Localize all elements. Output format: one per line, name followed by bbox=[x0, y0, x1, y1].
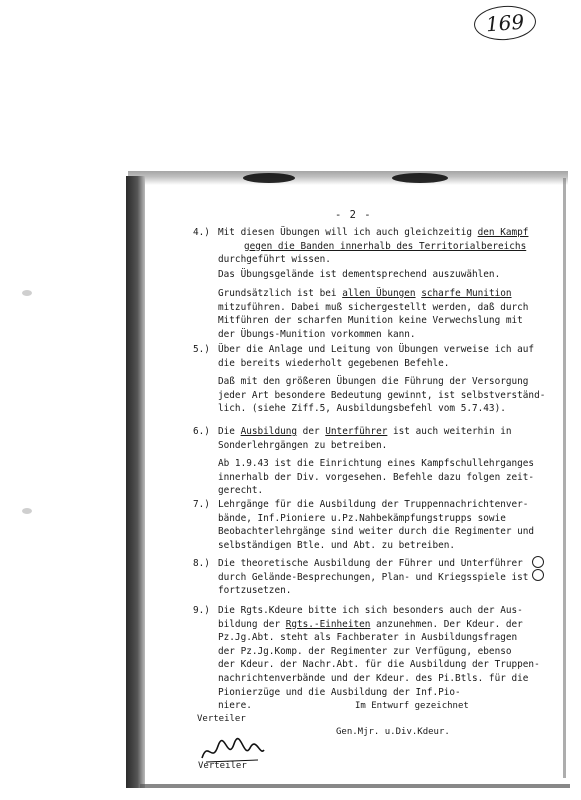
underlined-text: Rgts.-Einheiten bbox=[285, 618, 371, 630]
page-number: - 2 - bbox=[335, 209, 372, 221]
text-line bbox=[218, 485, 263, 497]
item-number: 5.) bbox=[193, 344, 210, 355]
text-run: mitzuführen. Dabei muß sichergestellt werden, daß durch bbox=[218, 301, 529, 313]
item-number: 4.) bbox=[193, 227, 210, 238]
text-line bbox=[218, 499, 528, 511]
text-run: jeder Art besondere Bedeutung gewinnt, ist selbstverständ- bbox=[218, 389, 546, 401]
text-line bbox=[218, 540, 455, 552]
text-run: Mitführen der scharfen Munition keine Verwechslung mit bbox=[218, 315, 523, 327]
text-line bbox=[218, 572, 528, 584]
scan-top-edge bbox=[128, 171, 568, 185]
punch-mark bbox=[22, 508, 32, 514]
text-line bbox=[218, 329, 416, 341]
text-run: die bereits wiederholt gegebenen Befehle. bbox=[218, 357, 450, 369]
text-run: der Kdeur. der Nachr.Abt. für die Ausbildung der Truppen- bbox=[218, 659, 540, 671]
text-line bbox=[218, 302, 528, 314]
underlined-text: Ausbildung bbox=[240, 426, 298, 437]
text-line bbox=[218, 288, 512, 300]
footer-signature: Gen.Mjr. u.Div.Kdeur. bbox=[336, 727, 450, 737]
punch-mark bbox=[22, 290, 32, 296]
text-run: niere. bbox=[218, 700, 252, 712]
text-run: Das Übungsgelände ist dementsprechend auszuwählen. bbox=[218, 269, 501, 280]
text-line bbox=[218, 254, 331, 266]
text-run: Pionierzüge und die Ausbildung der Inf.Pio- bbox=[218, 686, 461, 698]
text-run: der Übungs-Munition vorkommen kann. bbox=[218, 328, 416, 340]
text-line bbox=[218, 472, 534, 484]
scan-blot bbox=[392, 173, 448, 183]
text-run: bände, Inf.Pioniere u.Pz.Nahbekämpfungstrupps sowie bbox=[218, 512, 506, 524]
text-run: Die Rgts.Kdeure bitte ich sich besonders auch der Aus- bbox=[218, 605, 523, 616]
text-run: der Pz.Jg.Komp. der Regimenter zur Verfügung, ebenso bbox=[218, 645, 512, 657]
footer-entwurf: Im Entwurf gezeichnet bbox=[355, 701, 469, 711]
text-run: Pz.Jg.Abt. steht als Fachberater in Ausbildungsfragen bbox=[218, 632, 518, 644]
item-number: 9.) bbox=[193, 605, 210, 616]
text-run: Daß mit den größeren Übungen die Führung der Versorgung bbox=[218, 376, 529, 387]
margin-circle-mark bbox=[532, 569, 544, 581]
text-line bbox=[218, 605, 523, 617]
text-line bbox=[218, 632, 517, 644]
text-line bbox=[218, 619, 523, 631]
text-line bbox=[218, 458, 534, 470]
text-line bbox=[218, 687, 461, 699]
text-run: Sonderlehrgängen zu betreiben. bbox=[218, 439, 388, 451]
text-run: Die bbox=[218, 426, 241, 437]
text-line bbox=[218, 315, 523, 327]
text-line bbox=[218, 227, 528, 239]
footer-bottom-left: Verteiler bbox=[198, 761, 247, 771]
text-line bbox=[218, 513, 506, 525]
text-line bbox=[218, 390, 545, 402]
text-line bbox=[218, 673, 528, 685]
text-line bbox=[218, 358, 449, 370]
text-run: durchgeführt wissen. bbox=[218, 254, 331, 266]
item-number: 7.) bbox=[193, 499, 210, 510]
text-run: fortzusetzen. bbox=[218, 585, 292, 597]
text-run: bildung der bbox=[218, 618, 286, 630]
text-line bbox=[218, 585, 291, 597]
text-run: Über die Anlage und Leitung von Übungen verweise ich auf bbox=[218, 344, 535, 355]
footer-verteiler: Verteiler bbox=[197, 714, 246, 724]
underlined-text: scharfe Munition bbox=[421, 288, 512, 299]
handwritten-signature bbox=[198, 736, 268, 766]
text-line bbox=[218, 344, 534, 356]
scan-bottom-edge bbox=[140, 784, 570, 788]
text-run: durch Gelände-Besprechungen, Plan- und Kriegsspiele ist bbox=[218, 571, 529, 583]
text-line bbox=[218, 440, 387, 452]
text-run: Beobachterlehrgänge sind weiter durch die Regimenter und bbox=[218, 526, 535, 538]
text-line bbox=[218, 403, 506, 415]
text-run: selbständigen Btle. und Abt. zu betreiben. bbox=[218, 539, 456, 551]
underlined-text: allen Übungen bbox=[342, 288, 416, 299]
item-number: 8.) bbox=[193, 558, 210, 569]
text-run: Ab 1.9.43 ist die Einrichtung eines Kampfschullehrganges bbox=[218, 458, 535, 469]
text-line bbox=[218, 700, 252, 712]
text-run: gerecht. bbox=[218, 485, 264, 497]
archive-page-number: 169 bbox=[473, 4, 537, 42]
text-run: Lehrgänge für die Ausbildung der Truppennachrichtenver- bbox=[218, 499, 529, 510]
text-run: nachrichtenverbände und der Kdeur. des Pi.Btls. für die bbox=[218, 673, 529, 684]
text-line bbox=[218, 659, 540, 671]
text-line bbox=[218, 269, 500, 281]
text-run: innerhalb der Div. vorgesehen. Befehle dazu folgen zeit- bbox=[218, 471, 535, 483]
underlined-text: den Kampf bbox=[477, 227, 529, 238]
underlined-text: gegen die Banden innerhalb des Territorialbereichs bbox=[244, 240, 527, 252]
text-line bbox=[218, 646, 512, 658]
scan-blot bbox=[243, 173, 295, 183]
text-line bbox=[218, 526, 534, 538]
text-run: der bbox=[297, 426, 326, 437]
text-run: Mit diesen Übungen will ich auch gleichzeitig bbox=[218, 227, 478, 238]
text-line bbox=[218, 426, 512, 438]
text-run: Grundsätzlich ist bei bbox=[218, 288, 343, 299]
text-line bbox=[218, 558, 523, 570]
scan-right-edge bbox=[563, 178, 566, 778]
text-run: anzunehmen. Der Kdeur. der bbox=[370, 618, 523, 630]
text-line bbox=[244, 241, 526, 253]
item-number: 6.) bbox=[193, 426, 210, 437]
underlined-text: Unterführer bbox=[325, 426, 388, 437]
text-run: lich. (siehe Ziff.5, Ausbildungsbefehl vom 5.7.43). bbox=[218, 403, 506, 415]
scan-left-edge bbox=[126, 176, 145, 788]
text-run: ist auch weiterhin in bbox=[387, 426, 512, 437]
text-run: Die theoretische Ausbildung der Führer und Unterführer bbox=[218, 558, 523, 569]
margin-circle-mark bbox=[532, 556, 544, 568]
text-line bbox=[218, 376, 528, 388]
